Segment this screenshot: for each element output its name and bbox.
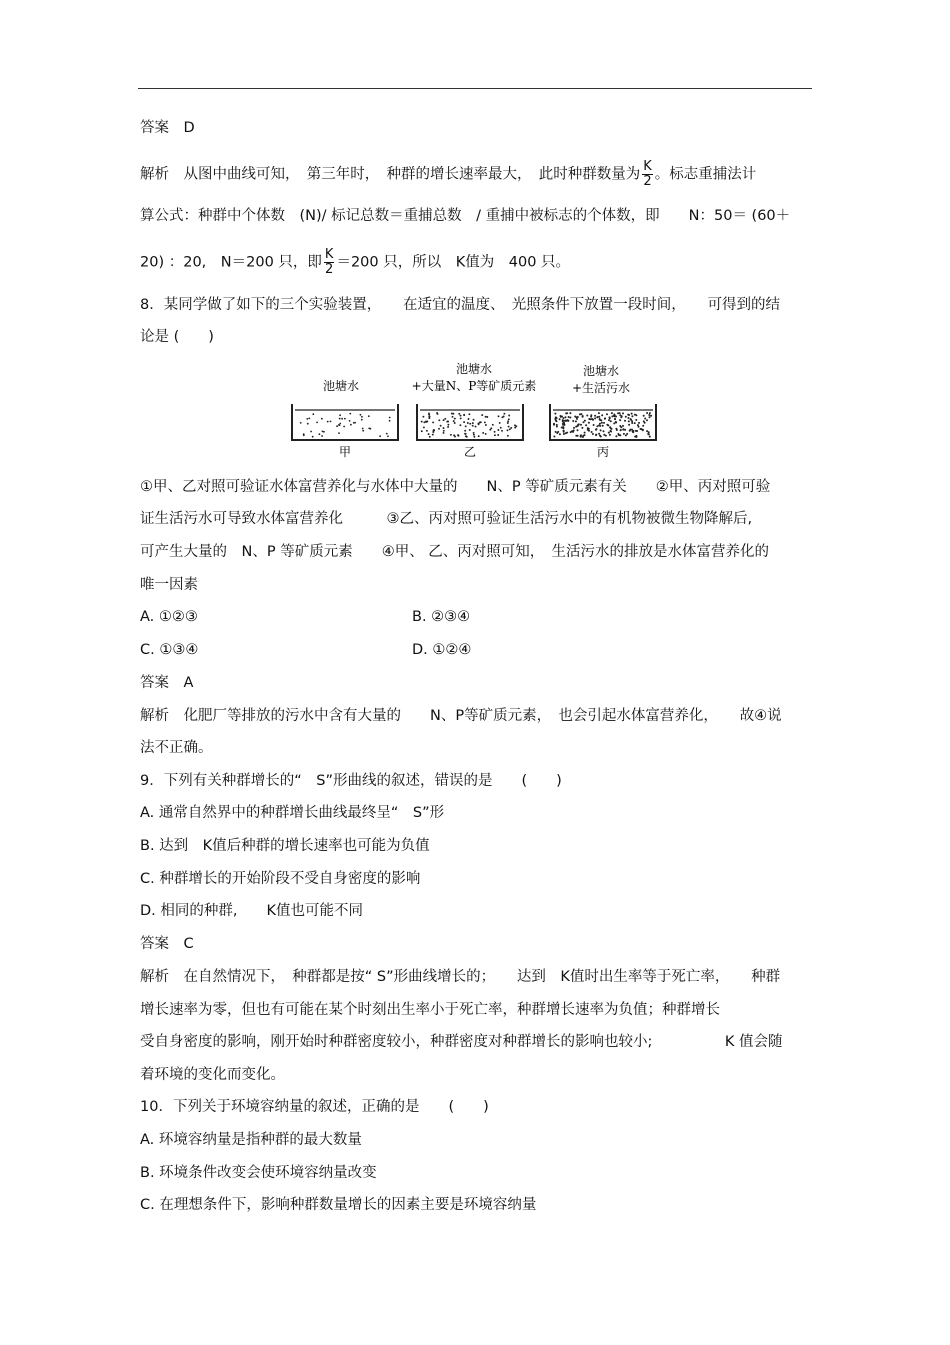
experiment-figure	[286, 360, 662, 460]
beaker1-label: 池塘水	[322, 379, 360, 393]
statement-line4: 唯一因素	[140, 577, 198, 593]
analysis-q8-line1: 解析 化肥厂等排放的污水中含有大量的 N、P等矿质元素， 也会引起水体富营养化， 故④说	[140, 708, 782, 724]
question-8-stem-cont: 论是 ( )	[140, 329, 214, 345]
q10-option-b: B. 环境条件改变会使环境容纳量改变	[140, 1165, 377, 1181]
analysis-q7-line1	[140, 160, 756, 189]
option-a: A. ①②③	[140, 609, 198, 625]
fraction-denominator: 2	[643, 174, 652, 189]
analysis-q7-text-d: ＝200 只，所以 K值为 400 只。	[336, 254, 571, 271]
fraction-numerator: K	[643, 159, 652, 174]
dots-jia	[300, 413, 391, 438]
q9-option-c: C. 种群增长的开始阶段不受自身密度的影响	[140, 871, 421, 887]
q10-option-a: A. 环境容纳量是指种群的最大数量	[140, 1132, 362, 1148]
analysis-q9-line2: 增长速率为零，但也有可能在某个时刻出生率小于死亡率，种群增长速率为负值；种群增长	[140, 1002, 720, 1018]
beaker2-label-line2: +大量N、P等矿质元素	[411, 379, 537, 393]
analysis-q9-line3: 受自身密度的影响，刚开始时种群密度较小，种群密度对种群增长的影响也较小; K 值会随	[140, 1034, 783, 1050]
dots-yi	[421, 412, 518, 438]
fraction-k-over-2	[642, 160, 653, 189]
fraction-k-over-2-b	[324, 248, 335, 277]
analysis-q7-text-a: 解析 从图中曲线可知， 第三年时， 种群的增长速率最大， 此时种群数量为	[140, 166, 641, 183]
analysis-q9-line4: 着环境的变化而变化。	[140, 1067, 285, 1083]
fraction-denominator: 2	[325, 262, 334, 277]
option-d: D. ①②④	[412, 642, 472, 658]
option-b: B. ②③④	[412, 609, 471, 625]
beaker3-name: 丙	[596, 445, 610, 459]
statement-line2: 证生活污水可导致水体富营养化 ③乙、丙对照可验证生活污水中的有机物被微生物降解后,	[140, 511, 753, 527]
analysis-q9-line1: 解析 在自然情况下， 种群都是按“ S”形曲线增长的； 达到 K值时出生率等于死亡率， 种群	[140, 969, 781, 985]
statement-line1: ①甲、乙对照可验证水体富营养化与水体中大量的 N、P 等矿质元素有关 ②甲、丙对照可验	[140, 479, 771, 495]
answer-q8: 答案 A	[140, 675, 194, 691]
dots-bing	[553, 412, 652, 438]
question-10-stem: 10．下列关于环境容纳量的叙述，正确的是 ( )	[140, 1099, 489, 1115]
q9-option-a: A. 通常自然界中的种群增长曲线最终呈“ S”形	[140, 805, 445, 821]
beaker-jia	[292, 404, 398, 440]
statement-line3: 可产生大量的 N、P 等矿质元素 ④甲、 乙、丙对照可知， 生活污水的排放是水体富营养化的	[140, 544, 770, 560]
beaker1-name: 甲	[338, 445, 352, 459]
analysis-q7-line2: 算公式：种群中个体数 (N)/ 标记总数＝重捕总数 / 重捕中被标志的个体数，即 N：50＝ (60＋	[140, 208, 791, 224]
answer-q7: 答案 D	[140, 120, 195, 136]
q9-option-b: B. 达到 K值后种群的增长速率也可能为负值	[140, 838, 430, 854]
q10-option-c: C. 在理想条件下，影响种群数量增长的因素主要是环境容纳量	[140, 1197, 537, 1213]
analysis-q7-text-b: 。标志重捕法计	[654, 166, 757, 183]
beaker2-label-line1: 池塘水	[455, 362, 493, 376]
question-9-stem: 9．下列有关种群增长的“ S”形曲线的叙述，错误的是 ( )	[140, 773, 562, 789]
beaker-bing	[550, 404, 656, 440]
fraction-numerator: K	[324, 247, 334, 262]
analysis-q7-text-c: 20) ：20, N＝200 只，即	[140, 254, 322, 271]
analysis-q8-line2: 法不正确。	[140, 740, 213, 756]
beaker3-label-line1: 池塘水	[582, 364, 620, 378]
beaker2-name: 乙	[463, 445, 477, 459]
option-c: C. ①③④	[140, 642, 199, 658]
answer-q9: 答案 C	[140, 936, 194, 952]
beaker3-label-line2: +生活污水	[571, 381, 631, 395]
header-rule	[138, 88, 812, 89]
q9-option-d: D. 相同的种群, K值也可能不同	[140, 903, 364, 919]
question-8-stem: 8．某同学做了如下的三个实验装置， 在适宜的温度、 光照条件下放置一段时间， 可得到的结	[140, 297, 780, 313]
analysis-q7-line3	[140, 248, 570, 277]
